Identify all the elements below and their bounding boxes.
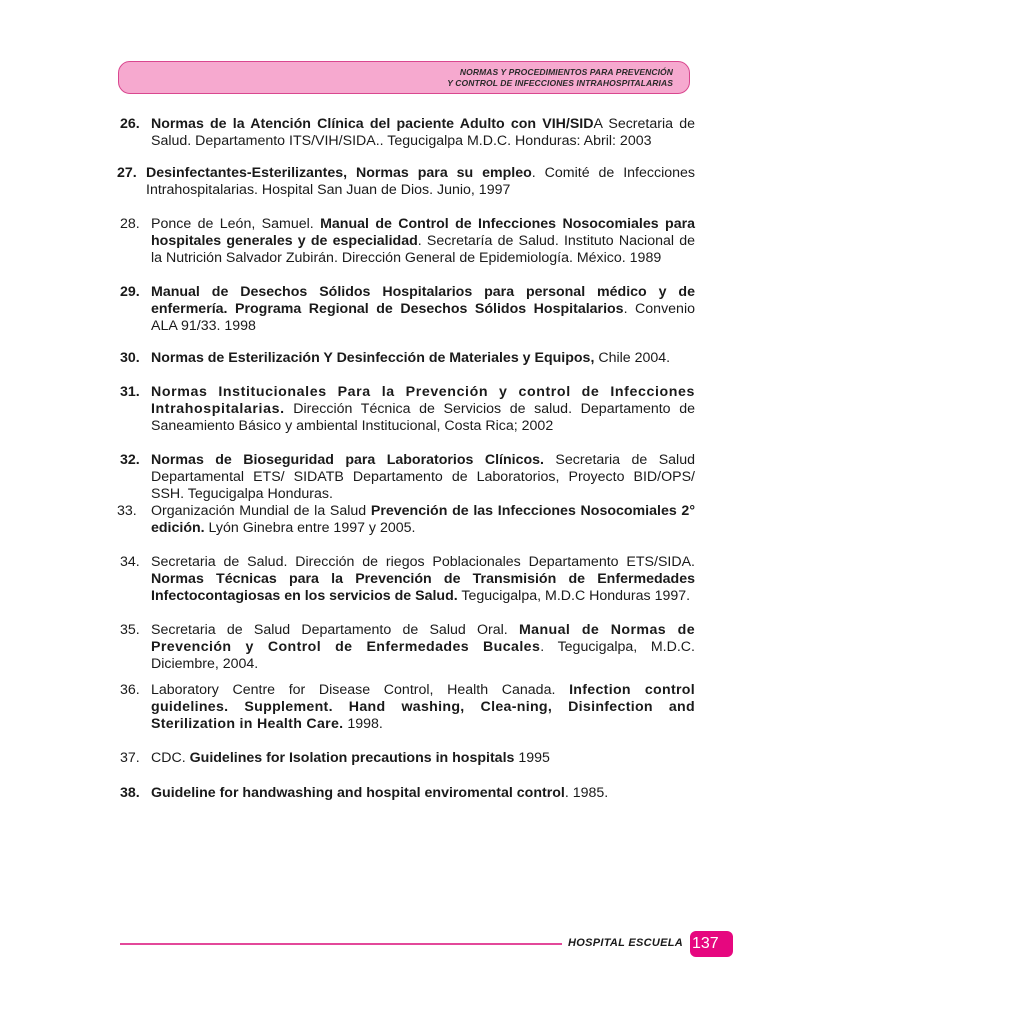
reference-details: Lyón Ginebra entre 1997 y 2005. [204,520,416,536]
reference-number: 33. [117,503,137,519]
reference-details: . 1985. [564,785,609,801]
reference-title: Infection control guidelines. Supplement. Hand washing, Clea-ning, Disinfection and Sterilization in Health Care. [151,682,695,732]
reference-title: Guideline for handwashing and hospital enviromental control [151,785,565,801]
running-header [118,61,690,94]
reference-details: Tegucigalpa, M.D.C Honduras 1997. [457,588,691,604]
reference-34 [117,554,695,605]
reference-details: . Comité de Infecciones Intrahospitalarias. Hospital San Juan de Dios. Junio, 1997 [146,165,695,198]
reference-title: Normas Técnicas para la Prevención de Transmisión de Enfermedades Infectocontagiosas en los servicios de Salud. [151,571,695,604]
reference-details: 1995 [514,750,550,766]
reference-33 [117,503,695,537]
reference-38 [117,785,695,802]
reference-author: Organización Mundial de la Salud [151,503,371,519]
reference-title: Normas Institucionales Para la Prevención y control de Infecciones Intrahospitalarias. [151,384,695,417]
reference-title: Manual de Control de Infecciones Nosocomiales para hospitales generales y de especialidad [151,216,695,249]
reference-number: 36. [120,682,140,698]
footer-label: HOSPITAL ESCUELA [568,937,684,949]
reference-author: Secretaria de Salud Departamento de Salud Oral. [151,622,519,638]
reference-details: Dirección Técnica de Servicios de salud. Departamento de Saneamiento Básico y ambiental Institucional, Costa Rica; 2002 [151,401,695,434]
reference-32 [117,452,695,503]
reference-number: 38. [120,785,140,801]
reference-title: Normas de la Atención Clínica del paciente Adulto con VIH/SID [151,116,594,132]
reference-title: Guidelines for Isolation precautions in hospitals [189,750,515,766]
reference-26 [117,116,695,150]
reference-number: 37. [120,750,140,766]
reference-title: Normas de Bioseguridad para Laboratorios Clínicos. [151,452,544,468]
running-header-line2: Y CONTROL DE INFECCIONES INTRAHOSPITALARIAS [447,78,673,88]
reference-title: Prevención de las Infecciones Nosocomiales 2° edición. [151,503,695,536]
reference-details: Secretaria de Salud Departamental ETS/ SIDATB Departamento de Laboratorios, Proyecto BID/OPS/ SSH. Tegucigalpa Honduras. [151,452,695,502]
reference-author: Ponce de León, Samuel. [151,216,321,232]
reference-author: CDC. [151,750,190,766]
reference-27 [117,165,695,199]
reference-details: 1998. [343,716,383,732]
reference-details: A Secretaria de Salud. Departamento ITS/VIH/SIDA.. Tegucigalpa M.D.C. Honduras: Abril: 2003 [151,116,695,149]
running-header-text [447,67,673,89]
reference-31 [117,384,695,435]
reference-number: 29. [120,284,140,300]
reference-details: . Convenio ALA 91/33. 1998 [151,301,695,334]
reference-number: 27. [117,165,137,181]
page-number-badge: 137 [690,931,733,957]
reference-number: 32. [120,452,140,468]
reference-35 [117,622,695,673]
reference-title: Desinfectantes-Esterilizantes, Normas para su empleo [146,165,532,181]
footer-rule [120,943,562,945]
reference-28 [117,216,695,267]
reference-number: 35. [120,622,140,638]
reference-37 [117,750,695,767]
reference-details: . Tegucigalpa, M.D.C. Diciembre, 2004. [151,639,695,672]
reference-number: 26. [120,116,140,132]
reference-list [117,116,695,802]
reference-36 [117,682,695,733]
reference-title: Normas de Esterilización Y Desinfección de Materiales y Equipos, [151,350,595,366]
reference-29 [117,284,695,335]
reference-number: 30. [120,350,140,366]
reference-details: . Secretaría de Salud. Instituto Nacional de la Nutrición Salvador Zubirán. Dirección General de Epidemiología. México. 1989 [151,233,695,266]
reference-author: Laboratory Centre for Disease Control, Health Canada. [151,682,570,698]
reference-title: Manual de Desechos Sólidos Hospitalarios para personal médico y de enfermería. Programa Regional de Desechos Sólidos Hospitalarios [151,284,695,317]
reference-details: Chile 2004. [594,350,671,366]
reference-author: Secretaria de Salud. Dirección de riegos Poblacionales Departamento ETS/SIDA. [151,554,695,570]
reference-30 [117,350,695,367]
reference-title: Manual de Normas de Prevención y Control de Enfermedades Bucales [151,622,695,655]
running-header-line1: NORMAS Y PROCEDIMIENTOS PARA PREVENCIÓN [459,67,673,77]
reference-number: 28. [120,216,140,232]
reference-number: 34. [120,554,140,570]
reference-number: 31. [120,384,140,400]
